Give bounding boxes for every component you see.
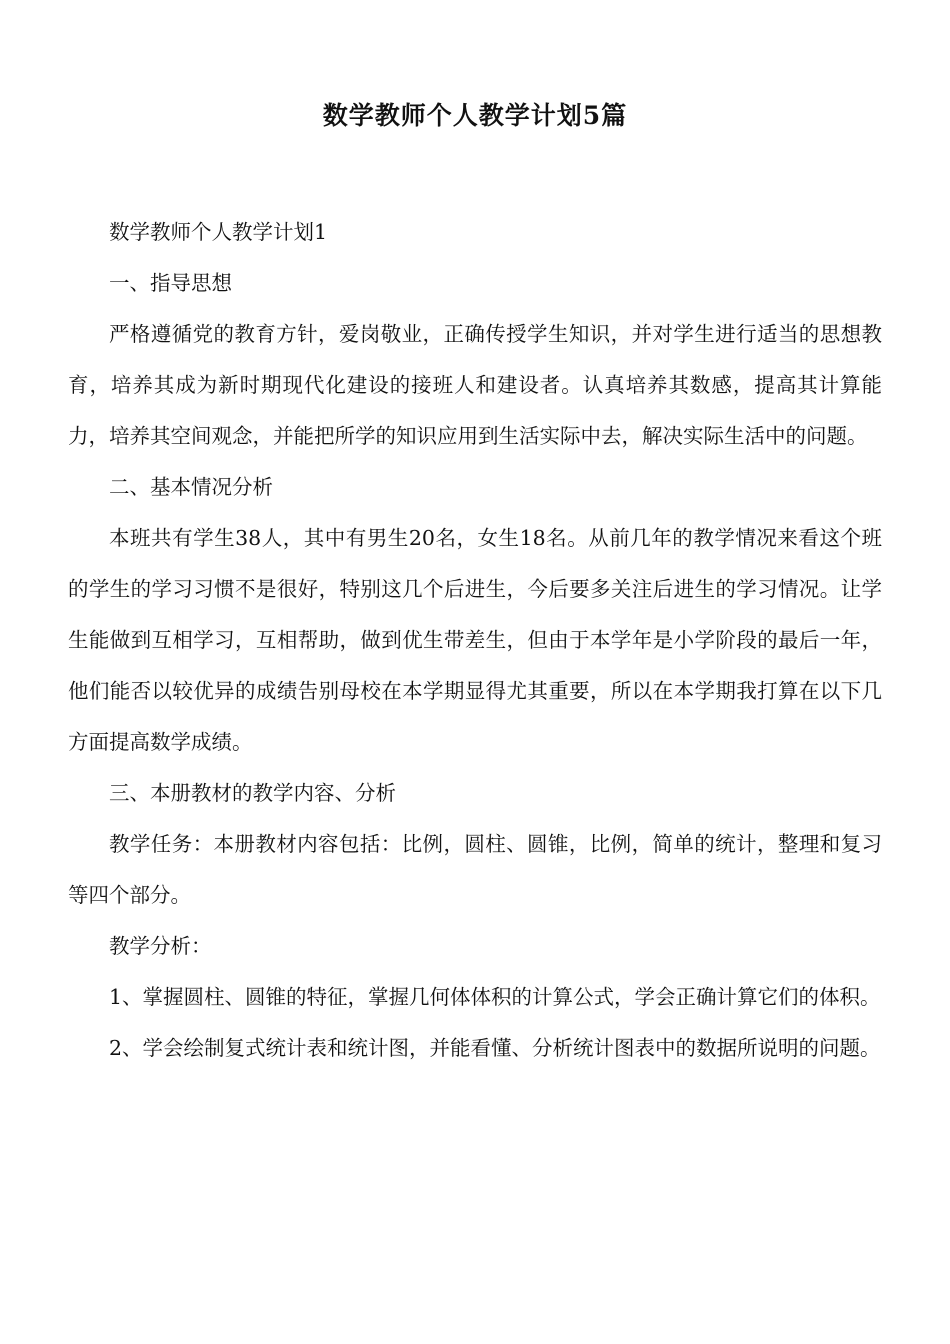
list-item-1: 1、掌握圆柱、圆锥的特征，掌握几何体体积的计算公式，学会正确计算它们的体积。 bbox=[109, 985, 881, 1009]
list-item-2: 2、学会绘制复式统计表和统计图，并能看懂、分析统计图表中的数据所说明的问题。 bbox=[109, 1036, 881, 1060]
paragraph-situation-analysis: 本班共有学生38人，其中有男生20名，女生18名。从前几年的教学情况来看这个班的学生的学习习惯不是很好，特别这几个后进生，今后要多关注后进生的学习情况。让学生能做到互相学习，互相帮助，做到优生带差生，但由于本学年是小学阶段的最后一年，他们能否以较优异的成绩告别母校在本学期显得尤其重要，所以在本学期我打算在以下几方面提高数学成绩。 bbox=[68, 526, 882, 754]
paragraph-guiding-ideology: 严格遵循党的教育方针，爱岗敬业，正确传授学生知识，并对学生进行适当的思想教育，培养其成为新时期现代化建设的接班人和建设者。认真培养其数感，提高其计算能力，培养其空间观念，并能把所学的知识应用到生活实际中去，解决实际生活中的问题。 bbox=[68, 322, 882, 448]
document-body bbox=[68, 207, 882, 1074]
section-heading-teaching-content: 三、本册教材的教学内容、分析 bbox=[109, 781, 396, 805]
document-title: 数学教师个人教学计划5篇 bbox=[322, 101, 628, 130]
section-heading-situation-analysis: 二、基本情况分析 bbox=[109, 475, 273, 499]
section-heading-guiding-ideology: 一、指导思想 bbox=[109, 271, 232, 295]
subheading-teaching-analysis: 教学分析： bbox=[109, 934, 212, 958]
plan-heading: 数学教师个人教学计划1 bbox=[109, 220, 328, 244]
paragraph-teaching-tasks: 教学任务：本册教材内容包括：比例，圆柱、圆锥，比例，简单的统计，整理和复习等四个部分。 bbox=[68, 832, 882, 907]
